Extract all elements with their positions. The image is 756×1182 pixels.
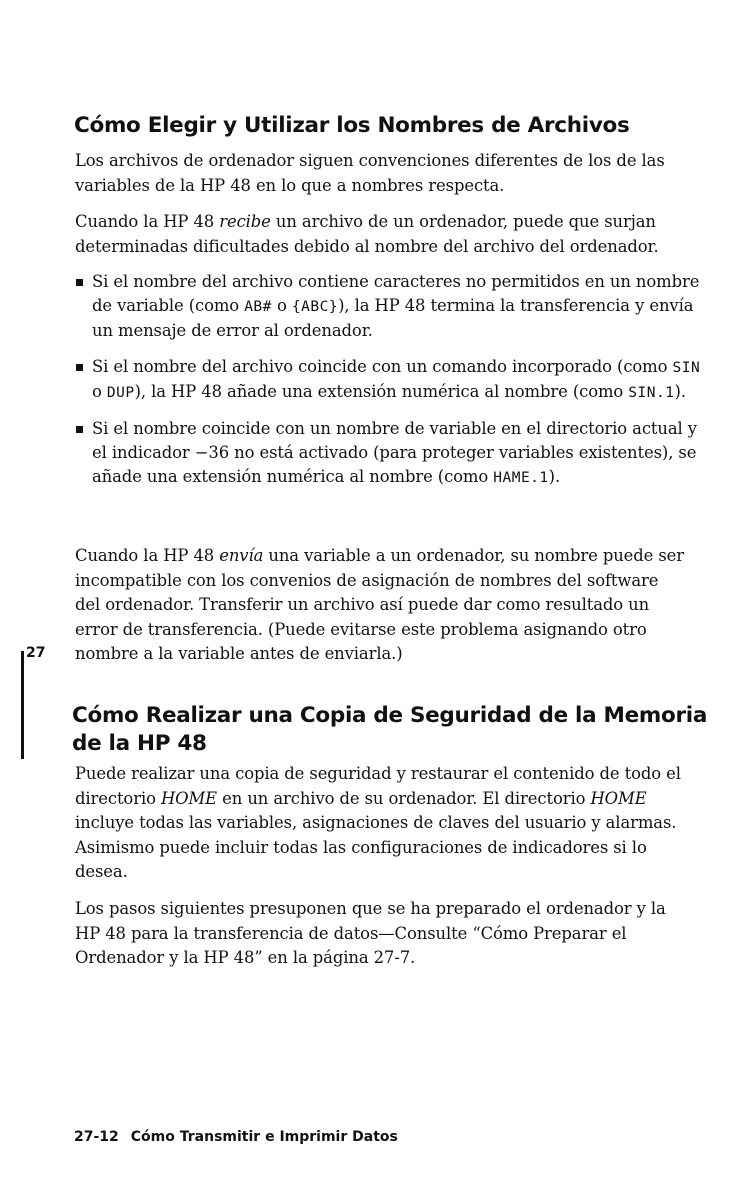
- paragraph-backup: [75, 762, 687, 885]
- footer-chapter-title: Cómo Transmitir e Imprimir Datos: [130, 1129, 398, 1145]
- section-heading-backup: Cómo Realizar una Copia de Seguridad de la Memoria de la HP 48: [72, 703, 708, 756]
- receive-text-start: Cuando la HP 48: [75, 212, 220, 231]
- section-heading-file-names: Cómo Elegir y Utilizar los Nombres de Archivos: [74, 113, 630, 138]
- bullet-text: ), la HP 48 añade una extensión numérica al nombre (como: [134, 382, 629, 401]
- bullet-text: ).: [674, 382, 686, 401]
- backup-text: incluye todas las variables, asignaciones de claves del usuario y alarmas. Asimismo puede incluir todas las configuraciones de indicadores si lo desea.: [75, 813, 677, 881]
- margin-change-bar: [21, 651, 24, 759]
- receive-emphasis: recibe: [219, 212, 271, 231]
- page-number: 27-12: [74, 1129, 119, 1145]
- bullet-text: ).: [548, 467, 561, 486]
- code-example: AB#: [244, 299, 272, 315]
- home-emphasis: HOME: [160, 788, 218, 808]
- backup-text: en un archivo de su ordenador. El directorio: [217, 788, 591, 808]
- bullet-square-icon: [76, 364, 83, 371]
- code-example: SIN: [672, 360, 701, 376]
- bullet-text: Si el nombre coincide con un nombre de variable en el directorio actual y el indicador −36 no está activado (para proteger variables existentes), se añade una extensión numérica al nombre (como: [92, 419, 697, 486]
- bullet-square-icon: [76, 279, 83, 286]
- page-footer: [74, 1129, 398, 1145]
- bullet-square-icon: [76, 426, 83, 433]
- bullet-list: [75, 270, 705, 502]
- code-example: DUP: [106, 385, 135, 401]
- backup-text: Puede realizar una copia de seguridad y restaurar el contenido de todo el directorio: [75, 764, 681, 808]
- send-emphasis: envía: [219, 546, 264, 565]
- send-text-start: Cuando la HP 48: [75, 546, 220, 565]
- chapter-tab: 27: [26, 645, 46, 661]
- paragraph-receive: [75, 210, 715, 259]
- send-text-end: una variable a un ordenador, su nombre puede ser incompatible con los convenios de asignación de nombres del software del ordenador. Transferir un archivo así puede dar como resultado un error de transferencia. (Puede evitarse este problema asignando otro nombre a la variable antes de enviarla.): [75, 546, 685, 663]
- receive-text-end: un archivo de un ordenador, puede que surjan determinadas dificultades debido al nombre del archivo del ordenador.: [75, 212, 659, 256]
- paragraph-send: [75, 544, 687, 667]
- code-example: {ABC}: [291, 299, 339, 315]
- bullet-item-variable-name: [75, 417, 705, 490]
- bullet-text: Si el nombre del archivo coincide con un comando incorporado (como: [92, 357, 673, 376]
- bullet-item-builtin-command: [75, 355, 705, 405]
- paragraph-steps: Los pasos siguientes presuponen que se ha preparado el ordenador y la HP 48 para la transferencia de datos—Consulte “Cómo Preparar el Ordenador y la HP 48” en la página 27-7.: [75, 899, 666, 967]
- code-example: SIN.1: [628, 385, 675, 401]
- home-emphasis: HOME: [590, 788, 647, 808]
- bullet-item-invalid-chars: [75, 270, 705, 343]
- bullet-text: o: [271, 296, 292, 315]
- code-example: HAME.1: [493, 470, 549, 486]
- bullet-text: o: [92, 382, 107, 401]
- bullet-text: Si el nombre del archivo contiene caracteres no permitidos en un nombre de variable (como: [92, 272, 700, 315]
- paragraph-intro: Los archivos de ordenador siguen convenciones diferentes de los de las variables de la HP 48 en lo que a nombres respecta.: [75, 151, 665, 195]
- bullet-text: ), la HP 48 termina la transferencia y envía un mensaje de error al ordenador.: [92, 296, 694, 340]
